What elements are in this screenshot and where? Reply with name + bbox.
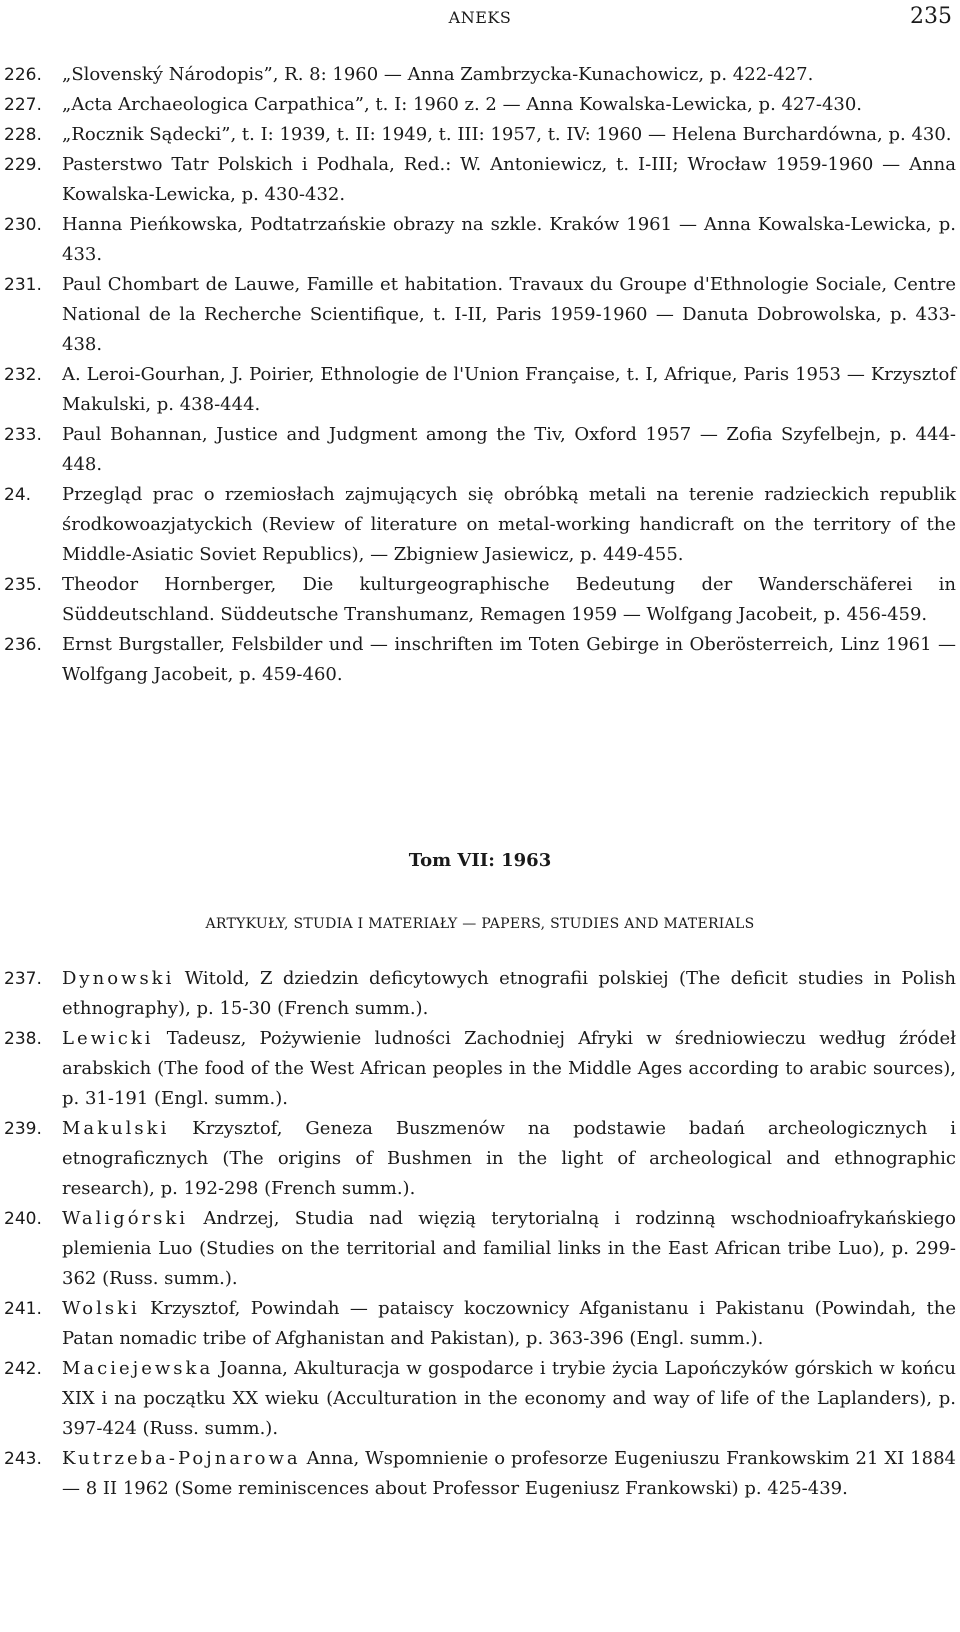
entry-author: Kutrzeba-Pojnarowa	[62, 1448, 301, 1469]
entry-text: Pasterstwo Tatr Polskich i Podhala, Red.: W. Antoniewicz, t. I-III; Wrocław 1959-1960 — Anna Kowalska-Lewicka, p. 430-432.	[62, 154, 956, 205]
entry-author: Waligórski	[62, 1208, 189, 1229]
entry-text: Krzysztof, Powindah — pataiscy koczownicy Afganistanu i Pakistanu (Powindah, the Patan nomadic tribe of Afghanistan and Pakistan), p. 363-396 (Engl. summ.).	[62, 1298, 956, 1349]
bibliography-entry	[0, 480, 960, 570]
entry-text: Ernst Burgstaller, Felsbilder und — inschriften im Toten Gebirge in Oberösterreich, Linz 1961 — Wolfgang Jacobeit, p. 459-460.	[62, 634, 956, 685]
bibliography-entry	[0, 1354, 960, 1444]
bibliography-entry	[0, 210, 960, 270]
entry-text: Witold, Z dziedzin deficytowych etnografii polskiej (The deficit studies in Polish ethnography), p. 15-30 (French summ.).	[62, 968, 956, 1019]
section-subtitle: ARTYKUŁY, STUDIA I MATERIAŁY — PAPERS, STUDIES AND MATERIALS	[205, 916, 755, 932]
entry-text: Theodor Hornberger, Die kulturgeographische Bedeutung der Wanderschäferei in Süddeutschland. Süddeutsche Transhumanz, Remagen 1959 — Wolfgang Jacobeit, p. 456-459.	[62, 574, 956, 625]
bibliography-entry	[0, 270, 960, 360]
entry-number: 231.	[4, 275, 42, 295]
entry-text: Hanna Pieńkowska, Podtatrzańskie obrazy na szkle. Kraków 1961 — Anna Kowalska-Lewicka, p. 433.	[62, 214, 956, 265]
entry-number: 226.	[4, 65, 42, 85]
entry-text: Tadeusz, Pożywienie ludności Zachodniej Afryki w średniowieczu według źródeł arabskich (The food of the West African peoples in the Middle Ages according to arabic sources), p. 31-191 (Engl. summ.).	[62, 1028, 956, 1109]
entry-text: Przegląd prac o rzemiosłach zajmujących się obróbką metali na terenie radzieckich republik środkowoazjatyckich (Review of literature on metal-working handicraft on the territory of the Middle-Asiatic Soviet Republics), — Zbigniew Jasiewicz, p. 449-455.	[62, 484, 956, 565]
bibliography-entry	[0, 1114, 960, 1204]
entry-number: 243.	[4, 1449, 42, 1469]
entries-top	[0, 60, 960, 690]
entry-text: A. Leroi-Gourhan, J. Poirier, Ethnologie de l'Union Française, t. I, Afrique, Paris 1953 — Krzysztof Makulski, p. 438-444.	[62, 364, 956, 415]
entry-text: „Rocznik Sądecki”, t. I: 1939, t. II: 1949, t. III: 1957, t. IV: 1960 — Helena Burchardówna, p. 430.	[62, 124, 952, 145]
entry-number: 230.	[4, 215, 42, 235]
bibliography-entry	[0, 360, 960, 420]
bibliography-entry	[0, 630, 960, 690]
entry-number: 233.	[4, 425, 42, 445]
bibliography-entry	[0, 570, 960, 630]
entry-author: Lewicki	[62, 1028, 154, 1049]
bibliography-entry	[0, 1294, 960, 1354]
entry-text: Anna, Wspomnienie o profesorze Eugeniuszu Frankowskim 21 XI 1884 — 8 II 1962 (Some reminiscences about Professor Eugeniusz Frankowski) p. 425-439.	[62, 1448, 956, 1499]
bibliography-entry	[0, 1444, 960, 1504]
entry-number: 235.	[4, 575, 42, 595]
entry-author: Dynowski	[62, 968, 175, 989]
entry-text: „Slovenský Národopis”, R. 8: 1960 — Anna Zambrzycka-Kunachowicz, p. 422-427.	[62, 64, 814, 85]
entry-author: Wolski	[62, 1298, 140, 1319]
section-title: Tom VII: 1963	[408, 850, 552, 871]
entry-author: Maciejewska	[62, 1358, 214, 1379]
entry-number: 229.	[4, 155, 42, 175]
page-number: 235	[910, 4, 952, 29]
entry-text: Paul Bohannan, Justice and Judgment among the Tiv, Oxford 1957 — Zofia Szyfelbejn, p. 444-448.	[62, 424, 956, 475]
entry-text: Andrzej, Studia nad więzią terytorialną i rodzinną wschodnioafrykańskiego plemienia Luo (Studies on the territorial and familial links in the East African tribe Luo), p. 299-362 (Russ. summ.).	[62, 1208, 956, 1289]
entry-number: 240.	[4, 1209, 42, 1229]
entry-text: Joanna, Akulturacja w gospodarce i trybie życia Lapończyków górskich w końcu XIX i na początku XX wieku (Acculturation in the economy and way of life of the Laplanders), p. 397-424 (Russ. summ.).	[62, 1358, 956, 1439]
entry-text: „Acta Archaeologica Carpathica”, t. I: 1960 z. 2 — Anna Kowalska-Lewicka, p. 427-430.	[62, 94, 863, 115]
entry-number: 232.	[4, 365, 42, 385]
entry-number: 24.	[4, 485, 32, 505]
entry-number: 228.	[4, 125, 42, 145]
page-header	[0, 4, 960, 34]
entry-number: 237.	[4, 969, 42, 989]
bibliography-entry	[0, 1204, 960, 1294]
entries-bottom	[0, 964, 960, 1504]
entry-number: 236.	[4, 635, 42, 655]
bibliography-entry	[0, 120, 960, 150]
bibliography-entry	[0, 420, 960, 480]
entry-text: Paul Chombart de Lauwe, Famille et habitation. Travaux du Groupe d'Ethnologie Sociale, Centre National de la Recherche Scientifique, t. I-II, Paris 1959-1960 — Danuta Dobrowolska, p. 433-438.	[62, 274, 956, 355]
entry-number: 227.	[4, 95, 42, 115]
entry-number: 238.	[4, 1029, 42, 1049]
bibliography-entry	[0, 1024, 960, 1114]
entry-text: Krzysztof, Geneza Buszmenów na podstawie badań archeologicznych i etnograficznych (The origins of Bushmen in the light of archeological and ethnographic research), p. 192-298 (French summ.).	[62, 1118, 956, 1199]
bibliography-entry	[0, 60, 960, 90]
running-head: ANEKS	[448, 8, 512, 27]
bibliography-entry	[0, 964, 960, 1024]
entry-number: 239.	[4, 1119, 42, 1139]
entry-number: 241.	[4, 1299, 42, 1319]
bibliography-entry	[0, 90, 960, 120]
entry-number: 242.	[4, 1359, 42, 1379]
entry-author: Makulski	[62, 1118, 170, 1139]
bibliography-entry	[0, 150, 960, 210]
